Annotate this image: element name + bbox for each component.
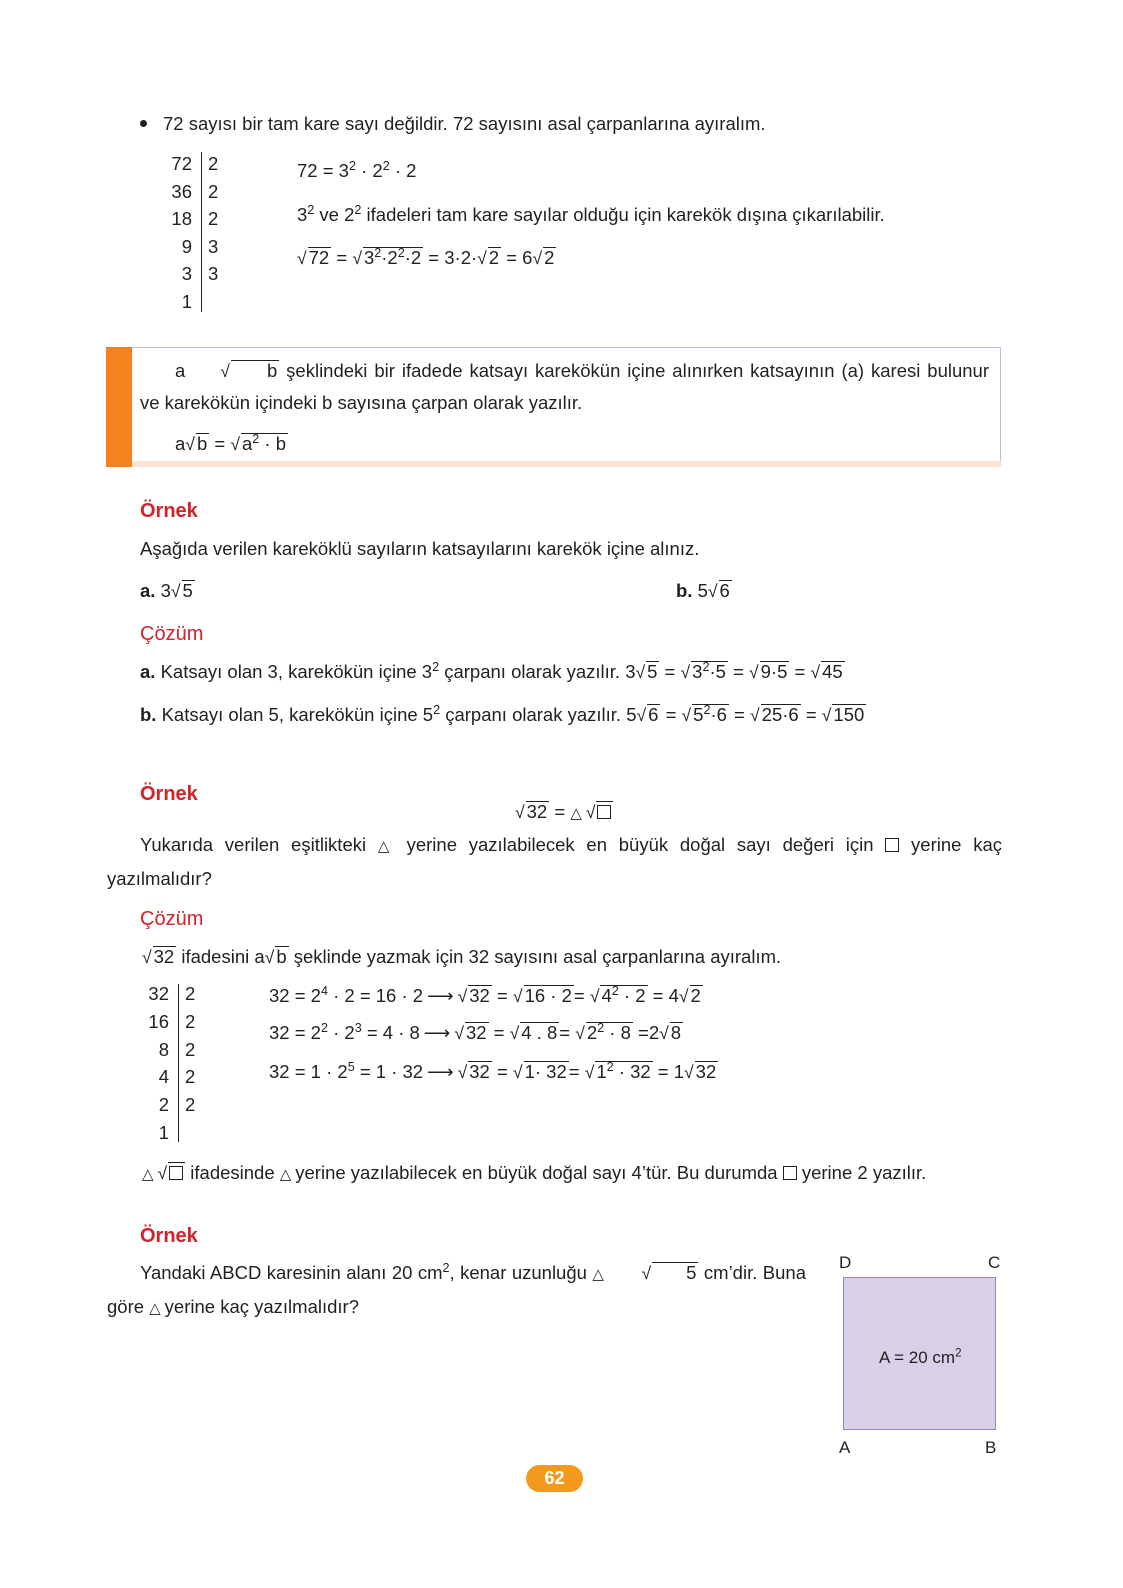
- square-root: [708, 580, 732, 602]
- triangle-icon: △: [142, 1167, 158, 1183]
- radical-sign-icon: √: [297, 248, 307, 268]
- equation-72-factors: [297, 160, 416, 182]
- radicand: [760, 661, 790, 682]
- vertex-a: A: [839, 1438, 851, 1457]
- radicand: [596, 801, 613, 822]
- radical-sign-icon: √: [585, 802, 596, 822]
- math-text: a: [175, 433, 186, 454]
- math-text: · 2: [618, 985, 646, 1006]
- division-factor: 2: [208, 153, 219, 174]
- radicand: [153, 946, 177, 967]
- exponent: 4: [320, 984, 328, 999]
- division-number: 36: [171, 180, 192, 202]
- division-number: 18: [171, 208, 192, 230]
- square-root: [635, 661, 659, 683]
- radical-sign-icon: √: [142, 947, 152, 967]
- square-root: [265, 946, 289, 968]
- radicand: [468, 1061, 492, 1082]
- equation-sqrt72: [297, 247, 556, 269]
- square-root: [142, 946, 176, 968]
- radical-sign-icon: √: [584, 1062, 595, 1082]
- math-text: yerine kaç yazılmalıdır?: [107, 834, 1002, 889]
- math-text: ·5: [709, 661, 726, 682]
- math-text: 32: [469, 1061, 490, 1082]
- math-text: 32: [695, 1061, 717, 1082]
- solution1-b: [140, 704, 866, 726]
- math-text: =: [568, 1061, 585, 1082]
- square-root: [510, 1022, 560, 1044]
- division-factor: 2: [185, 1066, 196, 1088]
- square-box-icon: [597, 805, 611, 819]
- solution2-eq-1: [269, 985, 703, 1007]
- radical-sign-icon: √: [635, 662, 646, 682]
- radical-sign-icon: √: [821, 705, 832, 725]
- math-text: =: [209, 433, 231, 454]
- radical-sign-icon: √: [515, 802, 525, 822]
- division-factor: 2: [185, 1010, 196, 1032]
- square-root: [681, 661, 728, 683]
- square-area-label: [879, 1347, 962, 1369]
- math-text: =: [789, 661, 811, 682]
- math-text: =: [331, 247, 353, 268]
- radicand: [719, 580, 732, 601]
- page-number: 62: [526, 1465, 583, 1492]
- division-number: 2: [158, 1094, 169, 1116]
- math-text: Yukarıda verilen eşitlikteki: [140, 834, 378, 855]
- solution1-a: [140, 661, 845, 683]
- exponent: 2: [955, 1347, 962, 1360]
- math-text: 72: [308, 247, 330, 268]
- division-factor: 2: [208, 208, 219, 230]
- math-text: =: [573, 985, 590, 1006]
- radical-sign-icon: √: [264, 947, 275, 967]
- radicand: [231, 360, 279, 381]
- math-text: Yandaki ABCD karesinin alanı 20 cm: [140, 1262, 443, 1283]
- math-text: 32: [153, 946, 175, 967]
- math-text: 4: [601, 985, 612, 1006]
- solution2-eq-3: [269, 1061, 718, 1083]
- radical-sign-icon: √: [454, 1023, 464, 1043]
- square-root: [185, 355, 279, 387]
- square-root: [822, 704, 867, 726]
- math-text: · 2: [389, 160, 417, 181]
- division-factor: 2: [185, 1038, 196, 1060]
- radicand: [275, 946, 288, 967]
- radical-sign-icon: √: [575, 1023, 585, 1043]
- example2-question: [107, 829, 1002, 895]
- math-text: yerine 2 yazılır.: [796, 1162, 927, 1183]
- radicand: [196, 433, 209, 454]
- radicand: [595, 1061, 652, 1082]
- math-text: 3: [155, 580, 171, 601]
- triangle-icon: △: [570, 806, 586, 822]
- square-root: [185, 433, 209, 455]
- example-heading-1: Örnek: [140, 500, 198, 522]
- radical-sign-icon: √: [589, 986, 600, 1006]
- radicand: [646, 661, 659, 682]
- example1-a: [140, 580, 195, 602]
- exponent: 2: [307, 203, 315, 218]
- item-label: a.: [140, 661, 156, 682]
- vertex-d: D: [839, 1253, 852, 1272]
- intro-text: 72 sayısı bir tam kare sayı değildir. 72 sayısını asal çarpanlarına ayıralım.: [163, 113, 766, 134]
- radicand: [695, 1061, 719, 1082]
- square-root: [575, 1022, 633, 1044]
- solution2-conclusion: [142, 1162, 926, 1186]
- radicand: [543, 247, 556, 268]
- rule-text: [140, 355, 989, 419]
- math-text: = 1: [652, 1061, 685, 1082]
- math-text: çarpanı olarak yazılır. 5: [440, 704, 637, 725]
- square-root: [477, 247, 501, 269]
- math-text: = 3·2·: [423, 247, 478, 268]
- radical-sign-icon: √: [185, 434, 195, 454]
- square-root: [679, 985, 703, 1007]
- exponent: 2: [348, 159, 356, 174]
- radical-sign-icon: √: [750, 705, 760, 725]
- example-heading-3: Örnek: [140, 1225, 198, 1247]
- math-text: 1· 32: [524, 1061, 567, 1082]
- math-text: = 6: [501, 247, 533, 268]
- square-root: [585, 1061, 653, 1083]
- math-text: 3: [363, 247, 375, 268]
- radicand: [692, 704, 729, 725]
- square-root: [513, 1061, 569, 1083]
- exponent: 2: [252, 432, 260, 447]
- square-root: [297, 247, 331, 269]
- exponent: 2: [703, 703, 711, 718]
- math-text: 2: [488, 247, 500, 268]
- square-root: [230, 433, 288, 455]
- radical-sign-icon: √: [681, 705, 692, 725]
- example1-b: [676, 580, 732, 602]
- radical-sign-icon: √: [532, 248, 543, 268]
- radicand: [821, 661, 845, 682]
- math-text: ifadesinde: [185, 1162, 280, 1183]
- math-text: a: [175, 360, 186, 381]
- math-text: 5: [182, 580, 193, 601]
- square-root: [750, 704, 801, 726]
- math-text: 5: [693, 704, 704, 725]
- math-text: · b: [259, 433, 286, 454]
- square-root: [586, 801, 614, 823]
- math-text: =: [727, 661, 749, 682]
- radical-sign-icon: √: [641, 1263, 652, 1283]
- division-factor: 3: [208, 235, 219, 257]
- radicand: [526, 801, 550, 822]
- radicand: [690, 985, 703, 1006]
- exponent: 2: [597, 1021, 605, 1036]
- math-text: 45: [822, 661, 843, 682]
- radical-sign-icon: √: [352, 248, 362, 268]
- division-number: 1: [181, 291, 192, 312]
- math-text: b: [276, 946, 287, 967]
- math-text: çarpanı olarak yazılır. 3: [439, 661, 636, 682]
- exponent: 2: [702, 660, 710, 675]
- exponent: 2: [606, 1060, 614, 1075]
- math-text: cm’dir. Buna göre: [107, 1262, 807, 1317]
- square-root: [684, 1061, 718, 1083]
- math-text: =: [800, 704, 822, 725]
- radicand: [468, 985, 492, 1006]
- rule-bottom-strip: [132, 461, 1002, 467]
- vertex-b: B: [985, 1438, 997, 1457]
- math-text: Katsayı olan 5, karekökün içine 5: [156, 704, 434, 725]
- radical-sign-icon: √: [680, 662, 691, 682]
- radicand: [488, 247, 501, 268]
- radicand: [691, 661, 728, 682]
- radical-sign-icon: √: [230, 434, 240, 454]
- exponent: 2: [397, 246, 405, 261]
- radical-sign-icon: √: [684, 1062, 694, 1082]
- math-text: · 32: [613, 1061, 651, 1082]
- square-root: [454, 1022, 488, 1044]
- example2-equation: [515, 801, 613, 825]
- math-text: 72 = 3: [297, 160, 349, 181]
- math-text: · 2: [355, 160, 383, 181]
- math-text: ve 2: [314, 204, 355, 225]
- math-text: 3: [692, 661, 703, 682]
- division-number: 72: [171, 153, 192, 174]
- math-text: A = 20 cm: [879, 1348, 956, 1367]
- math-text: 32 = 2: [269, 985, 321, 1006]
- math-text: =: [488, 1022, 510, 1043]
- example-heading-2: Örnek: [140, 783, 198, 805]
- arrow-icon: ⟶: [427, 1061, 454, 1082]
- radicand: [586, 1022, 633, 1043]
- math-text: 32 = 1 · 2: [269, 1061, 348, 1082]
- math-text: 3: [297, 204, 308, 225]
- math-text: · 2: [327, 1022, 355, 1043]
- square-root: [458, 1061, 492, 1083]
- math-text: 25·6: [761, 704, 799, 725]
- math-text: şeklindeki bir ifadede katsayı karekökün içine alınırken katsayının (a) karesi bulunur ve karekökün içindeki b sayısına çarpan olarak yazılır.: [140, 360, 989, 413]
- math-text: =: [660, 704, 682, 725]
- triangle-icon: △: [279, 1167, 296, 1183]
- arrow-icon: ⟶: [423, 1022, 451, 1043]
- math-text: = 1 · 32: [354, 1061, 424, 1082]
- radicand: [524, 985, 574, 1006]
- rule-formula: [175, 433, 288, 455]
- math-text: 32: [465, 1022, 487, 1043]
- radicand: [363, 247, 423, 268]
- math-text: 1: [596, 1061, 607, 1082]
- radical-sign-icon: √: [636, 705, 647, 725]
- math-text: b: [196, 433, 208, 454]
- item-label: a.: [140, 580, 156, 601]
- division-number: 1: [158, 1122, 169, 1143]
- math-text: ifadesini a: [176, 946, 265, 967]
- division-factor: 3: [208, 263, 219, 285]
- exponent: 2: [374, 246, 382, 261]
- square-root: [158, 1162, 186, 1184]
- exponent: 2: [320, 1021, 328, 1036]
- radicand: [670, 1022, 683, 1043]
- square-root: [513, 985, 574, 1007]
- math-text: ·2: [381, 247, 398, 268]
- math-text: 32 = 2: [269, 1022, 321, 1043]
- exponent: 5: [347, 1060, 355, 1075]
- example3-question: [107, 1257, 806, 1325]
- division-number: 3: [181, 263, 192, 285]
- math-text: şeklinde yazmak için 32 sayısını asal çarpanlarına ayıralım.: [288, 946, 782, 967]
- radicand: [168, 1162, 185, 1183]
- math-text: 150: [833, 704, 865, 725]
- division-factor: 2: [208, 180, 219, 202]
- math-text: 8: [670, 1022, 682, 1043]
- explanation: [297, 204, 885, 226]
- math-text: 32: [469, 985, 490, 1006]
- square-root: [810, 661, 844, 683]
- division-number: 4: [158, 1066, 169, 1088]
- math-text: 6: [719, 580, 730, 601]
- square-root: [171, 580, 195, 602]
- radicand: [647, 704, 660, 725]
- math-text: = 4 · 8: [361, 1022, 420, 1043]
- math-text: =: [559, 1022, 576, 1043]
- radical-sign-icon: √: [512, 1062, 523, 1082]
- solution2-intro: [142, 946, 781, 968]
- square-root: [659, 1022, 683, 1044]
- vertex-c: C: [988, 1253, 1001, 1272]
- radicand: [465, 1022, 489, 1043]
- math-text: 2: [586, 1022, 598, 1043]
- radical-sign-icon: √: [457, 1062, 468, 1082]
- division-line: [201, 152, 202, 312]
- radicand: [761, 704, 801, 725]
- exponent: 2: [354, 203, 362, 218]
- division-factor: 2: [185, 1094, 196, 1116]
- exponent: 2: [433, 703, 441, 718]
- square-root: [515, 801, 549, 823]
- radical-sign-icon: √: [157, 1163, 168, 1183]
- radicand: [241, 433, 288, 454]
- math-text: = 4: [647, 985, 679, 1006]
- math-text: 16 · 2: [524, 985, 572, 1006]
- solution2-eq-2: [269, 1022, 683, 1044]
- square-root: [609, 1257, 699, 1289]
- radical-sign-icon: √: [659, 1023, 669, 1043]
- square-root: [749, 661, 789, 683]
- math-text: · 8: [604, 1022, 631, 1043]
- math-text: b: [266, 360, 278, 381]
- exponent: 2: [382, 159, 390, 174]
- math-text: 4 . 8: [521, 1022, 558, 1043]
- radical-sign-icon: √: [509, 1023, 520, 1043]
- math-text: yerine yazılabilecek en büyük doğal sayı değeri için: [406, 834, 886, 855]
- math-text: ·6: [710, 704, 727, 725]
- math-text: ifadeleri tam kare sayılar olduğu için karekök dışına çıkarılabilir.: [361, 204, 885, 225]
- math-text: 2: [690, 985, 701, 1006]
- radicand: [520, 1022, 559, 1043]
- math-text: yerine yazılabilecek en büyük doğal sayı 4’tür. Bu durumda: [295, 1162, 783, 1183]
- math-text: 2: [544, 247, 555, 268]
- rule-accent-bar: [106, 347, 132, 467]
- math-text: =2: [632, 1022, 660, 1043]
- exponent: 3: [354, 1021, 362, 1036]
- math-text: 5: [647, 661, 658, 682]
- math-text: , kenar uzunluğu: [449, 1262, 593, 1283]
- item-label: b.: [676, 580, 693, 601]
- square-root: [458, 985, 492, 1007]
- division-number: 32: [148, 983, 169, 1004]
- item-label: b.: [140, 704, 157, 725]
- math-text: =: [549, 801, 571, 822]
- math-text: yerine kaç yazılmalıdır?: [164, 1296, 359, 1317]
- square-root: [637, 704, 661, 726]
- math-text: 32: [526, 801, 548, 822]
- square-root: [352, 247, 423, 269]
- math-text: =: [491, 1061, 513, 1082]
- math-text: 5: [692, 580, 708, 601]
- radical-sign-icon: √: [170, 581, 181, 601]
- math-text: · 2 = 16 · 2: [327, 985, 424, 1006]
- example1-question: Aşağıda verilen kareköklü sayıların katsayılarını karekök içine alınız.: [140, 538, 700, 559]
- math-text: a: [241, 433, 253, 454]
- exponent: 2: [611, 984, 619, 999]
- math-text: =: [659, 661, 681, 682]
- math-text: =: [491, 985, 513, 1006]
- math-text: 9·5: [760, 661, 788, 682]
- radicand: [832, 704, 866, 725]
- division-factor: 2: [185, 983, 196, 1004]
- exponent: 2: [442, 1261, 450, 1276]
- radical-sign-icon: √: [810, 662, 821, 682]
- solution-heading-2: Çözüm: [140, 908, 204, 930]
- solution-heading-1: Çözüm: [140, 623, 204, 645]
- radicand: [524, 1061, 569, 1082]
- triangle-icon: △: [377, 839, 407, 855]
- square-root: [682, 704, 729, 726]
- square-root: [590, 985, 648, 1007]
- division-line: [178, 984, 179, 1142]
- radicand: [652, 1262, 698, 1283]
- triangle-icon: △: [149, 1301, 165, 1317]
- math-text: Katsayı olan 3, karekökün içine 3: [155, 661, 433, 682]
- square-box-icon: [169, 1166, 183, 1180]
- radical-sign-icon: √: [220, 361, 230, 381]
- radicand: [308, 247, 332, 268]
- square-box-icon: [783, 1166, 797, 1180]
- square-root: [532, 247, 556, 269]
- triangle-icon: △: [592, 1267, 609, 1283]
- exponent: 2: [432, 660, 440, 675]
- arrow-icon: ⟶: [427, 985, 454, 1006]
- radical-sign-icon: √: [457, 986, 468, 1006]
- radicand: [600, 985, 647, 1006]
- math-text: ·2: [404, 247, 422, 268]
- radical-sign-icon: √: [707, 581, 718, 601]
- square-box-icon: [885, 838, 899, 852]
- math-text: 5: [686, 1262, 697, 1283]
- math-text: 6: [648, 704, 659, 725]
- division-number: 8: [158, 1038, 169, 1060]
- division-number: 9: [181, 235, 192, 257]
- radical-sign-icon: √: [477, 248, 487, 268]
- bullet-icon: [140, 120, 147, 127]
- division-number: 16: [148, 1010, 169, 1032]
- radical-sign-icon: √: [678, 986, 689, 1006]
- math-text: =: [728, 704, 751, 725]
- radical-sign-icon: √: [749, 662, 759, 682]
- radical-sign-icon: √: [512, 986, 523, 1006]
- radicand: [182, 580, 195, 601]
